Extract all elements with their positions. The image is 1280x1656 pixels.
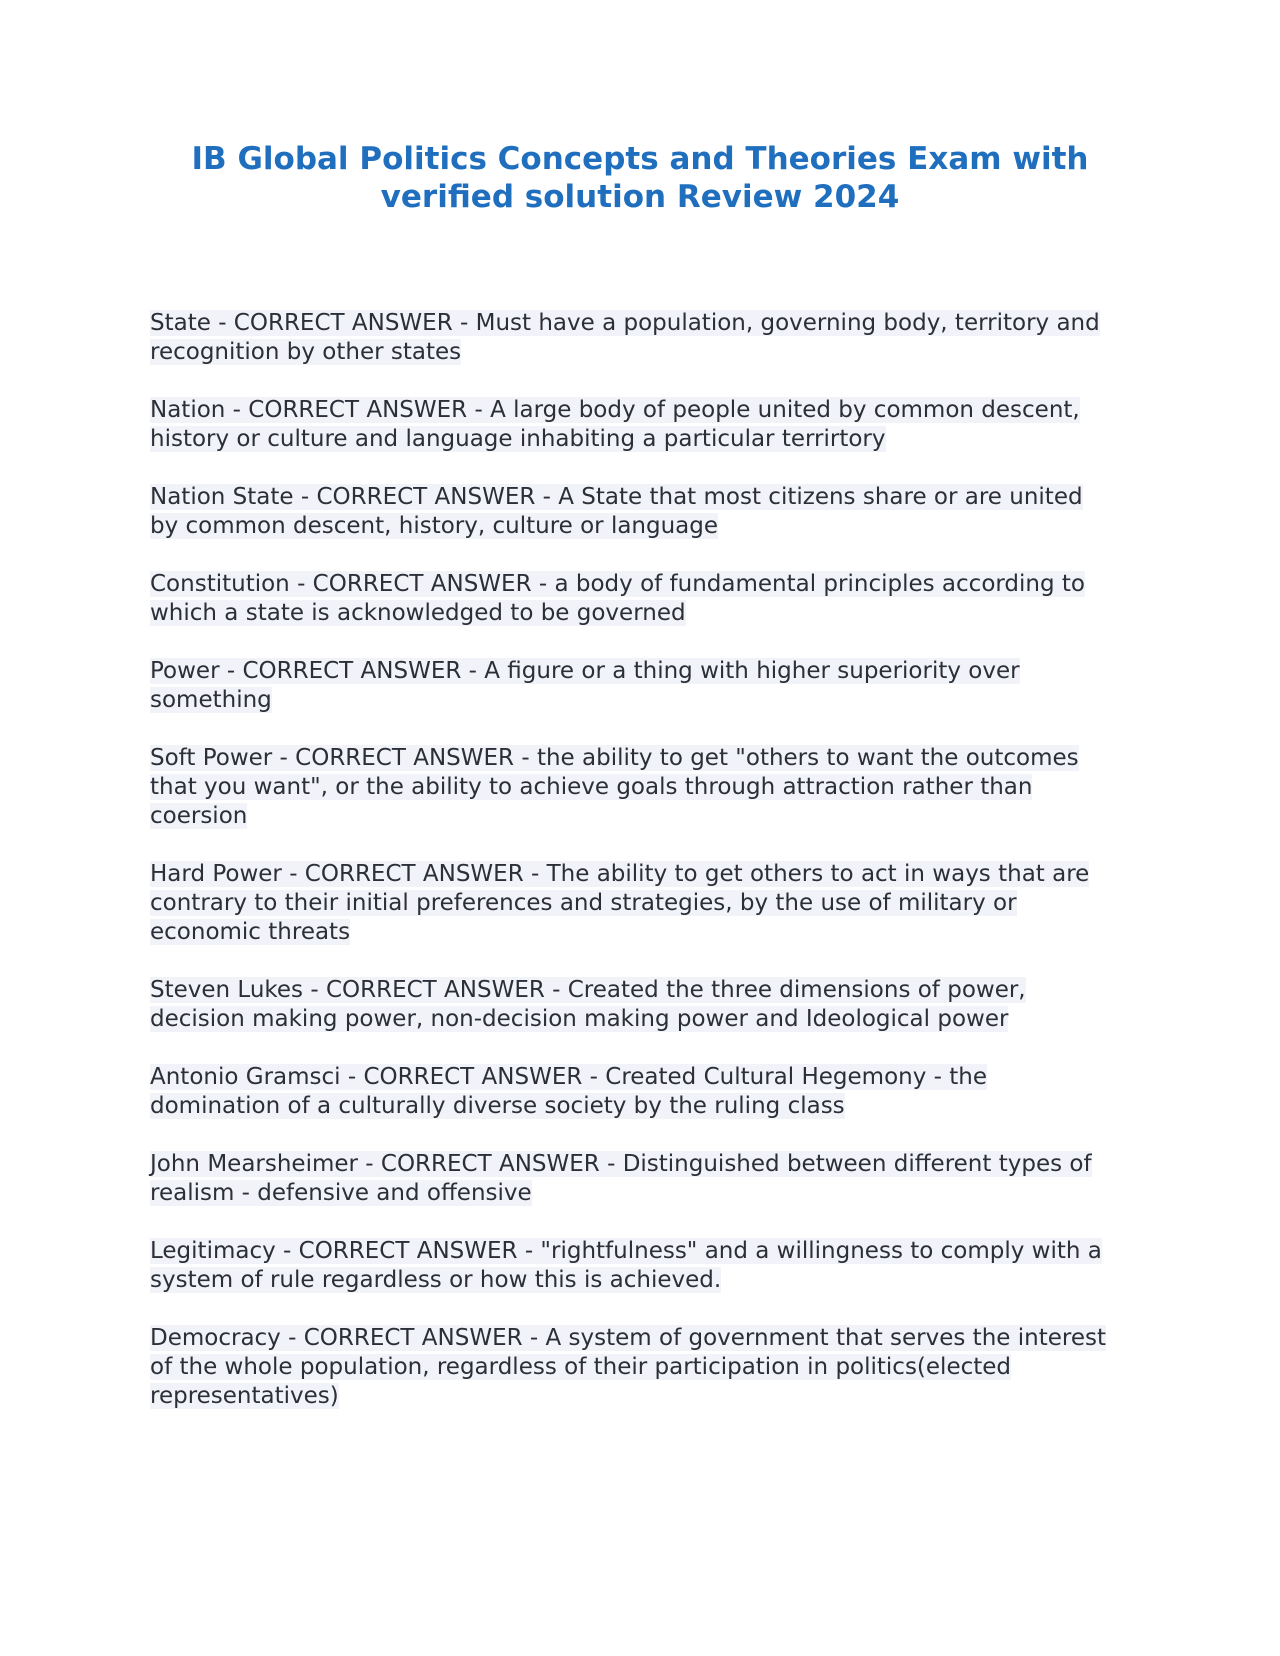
qa-entry-text: Antonio Gramsci - CORRECT ANSWER - Created Cultural Hegemony - the domination of a culturally diverse society by the ruling class — [150, 1064, 987, 1119]
qa-entry-text: Soft Power - CORRECT ANSWER - the ability to get "others to want the outcomes that you want", or the ability to achieve goals through attraction rather than coersion — [150, 745, 1079, 829]
qa-entry-text: Steven Lukes - CORRECT ANSWER - Created the three dimensions of power, decision making power, non-decision making power and Ideological power — [150, 977, 1026, 1032]
qa-entry-john-mearsheimer — [150, 1150, 1110, 1208]
qa-entry-nation-state — [150, 483, 1110, 541]
qa-entry-democracy — [150, 1324, 1110, 1411]
qa-entry-text: Constitution - CORRECT ANSWER - a body of fundamental principles according to which a state is acknowledged to be governed — [150, 571, 1086, 626]
qa-entry-text: Legitimacy - CORRECT ANSWER - "rightfulness" and a willingness to comply with a system of rule regardless or how this is achieved. — [150, 1238, 1102, 1293]
qa-entry-soft-power — [150, 744, 1110, 831]
qa-entry-text: Democracy - CORRECT ANSWER - A system of government that serves the interest of the whole population, regardless of their participation in politics(elected representatives) — [150, 1325, 1106, 1409]
qa-entry-state — [150, 309, 1110, 367]
qa-entry-text: Power - CORRECT ANSWER - A figure or a thing with higher superiority over something — [150, 658, 1020, 713]
qa-entry-text: John Mearsheimer - CORRECT ANSWER - Distinguished between different types of realism - defensive and offensive — [150, 1151, 1092, 1206]
qa-entry-text: Hard Power - CORRECT ANSWER - The ability to get others to act in ways that are contrary to their initial preferences and strategies, by the use of military or economic threats — [150, 861, 1090, 945]
qa-list — [150, 309, 1110, 1440]
qa-entry-text: Nation - CORRECT ANSWER - A large body of people united by common descent, history or culture and language inhabiting a particular terrirtory — [150, 397, 1080, 452]
qa-entry-hard-power — [150, 860, 1110, 947]
document-title: IB Global Politics Concepts and Theories Exam with verified solution Review 2024 — [191, 141, 1089, 215]
qa-entry-text: State - CORRECT ANSWER - Must have a population, governing body, territory and recognition by other states — [150, 310, 1100, 365]
qa-entry-antonio-gramsci — [150, 1063, 1110, 1121]
qa-entry-steven-lukes — [150, 976, 1110, 1034]
qa-entry-legitimacy — [150, 1237, 1110, 1295]
qa-entry-nation — [150, 396, 1110, 454]
qa-entry-power — [150, 657, 1110, 715]
qa-entry-constitution — [150, 570, 1110, 628]
qa-entry-text: Nation State - CORRECT ANSWER - A State that most citizens share or are united by common descent, history, culture or language — [150, 484, 1083, 539]
